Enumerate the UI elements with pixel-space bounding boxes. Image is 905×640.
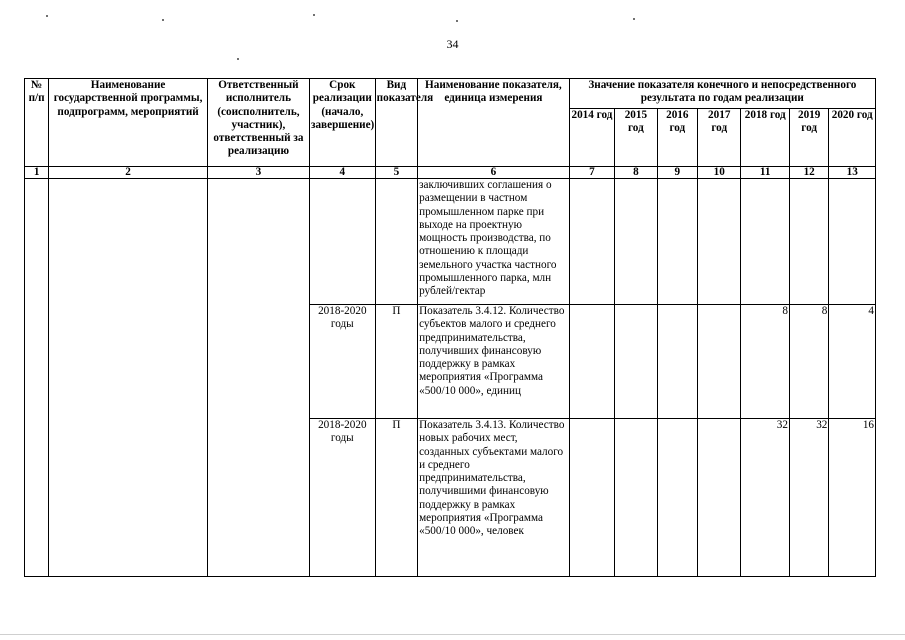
cell-term: 2018-2020 годы [309,305,375,419]
cell-indicator-name: Показатель 3.4.12. Количество субъектов малого и среднего предпринимательства, получивших финансовую поддержку в рамках мероприятия «Программа «500/10 000», единиц [418,305,570,419]
scan-speck [633,18,635,20]
cell-value-2017 [698,305,741,419]
header-term: Срок реализации (начало, завершение) [309,79,375,167]
column-number: 2 [49,167,208,179]
cell-value-2020: 4 [829,305,876,419]
cell-term: 2018-2020 годы [309,419,375,577]
column-number: 7 [569,167,614,179]
cell-value-2020: 16 [829,419,876,577]
header-responsible: Ответственный исполнитель (соисполнитель, участник), ответственный за реализацию [207,79,309,167]
scan-edge [0,634,905,635]
cell-value-2015 [615,419,657,577]
cell-value-2016 [657,419,697,577]
header-year-2014: 2014 год [569,109,614,167]
header-row [25,79,876,109]
cell-value-2016 [657,179,697,305]
cell-indicator-type [375,179,417,305]
header-year-2020: 2020 год [829,109,876,167]
header-year-2017: 2017 год [698,109,741,167]
column-number: 12 [789,167,828,179]
cell-indicator-type: П [375,419,417,577]
column-number: 13 [829,167,876,179]
header-year-2016: 2016 год [657,109,697,167]
cell-value-2015 [615,179,657,305]
cell-value-2018: 32 [741,419,790,577]
cell-value-2019 [789,179,828,305]
scan-speck [46,15,48,17]
header-values-group: Значение показателя конечного и непосредственного результата по годам реализации [569,79,875,109]
column-number: 6 [418,167,570,179]
cell-program-name [49,179,208,577]
cell-indicator-type: П [375,305,417,419]
header-num: № п/п [25,79,49,167]
header-program-name: Наименование государственной программы, подпрограмм, мероприятий [49,79,208,167]
header-year-2018: 2018 год [741,109,790,167]
column-number: 4 [309,167,375,179]
cell-value-2018 [741,179,790,305]
cell-value-2014 [569,179,614,305]
cell-indicator-name: заключивших соглашения о размещении в частном промышленном парке при выходе на проектную мощность производства, по отношению к площади земельного участка частного промышленного парка, млн рублей/гектар [418,179,570,305]
column-number: 3 [207,167,309,179]
cell-num [25,179,49,577]
column-number: 5 [375,167,417,179]
cell-value-2019: 8 [789,305,828,419]
scan-speck [162,19,164,21]
table-row [25,179,876,305]
cell-value-2014 [569,305,614,419]
header-indicator-name: Наименование показателя, единица измерения [418,79,570,167]
indicators-table [24,78,876,577]
cell-indicator-name: Показатель 3.4.13. Количество новых рабочих мест, созданных субъектами малого и среднего предпринимательства, получившими финансовую поддержку в рамках мероприятия «Программа «500/10 000», человек [418,419,570,577]
header-year-2015: 2015 год [615,109,657,167]
cell-term [309,179,375,305]
cell-value-2018: 8 [741,305,790,419]
cell-responsible [207,179,309,577]
column-number: 9 [657,167,697,179]
column-number-row [25,167,876,179]
cell-value-2014 [569,419,614,577]
page-number: 34 [446,37,459,51]
header-indicator-type: Вид показателя [375,79,417,167]
scan-speck [456,20,458,22]
cell-value-2019: 32 [789,419,828,577]
column-number: 10 [698,167,741,179]
scan-speck [237,58,239,60]
cell-value-2016 [657,305,697,419]
column-number: 8 [615,167,657,179]
scan-speck [313,14,315,16]
column-number: 11 [741,167,790,179]
cell-value-2017 [698,419,741,577]
header-year-2019: 2019 год [789,109,828,167]
column-number: 1 [25,167,49,179]
cell-value-2017 [698,179,741,305]
cell-value-2015 [615,305,657,419]
cell-value-2020 [829,179,876,305]
